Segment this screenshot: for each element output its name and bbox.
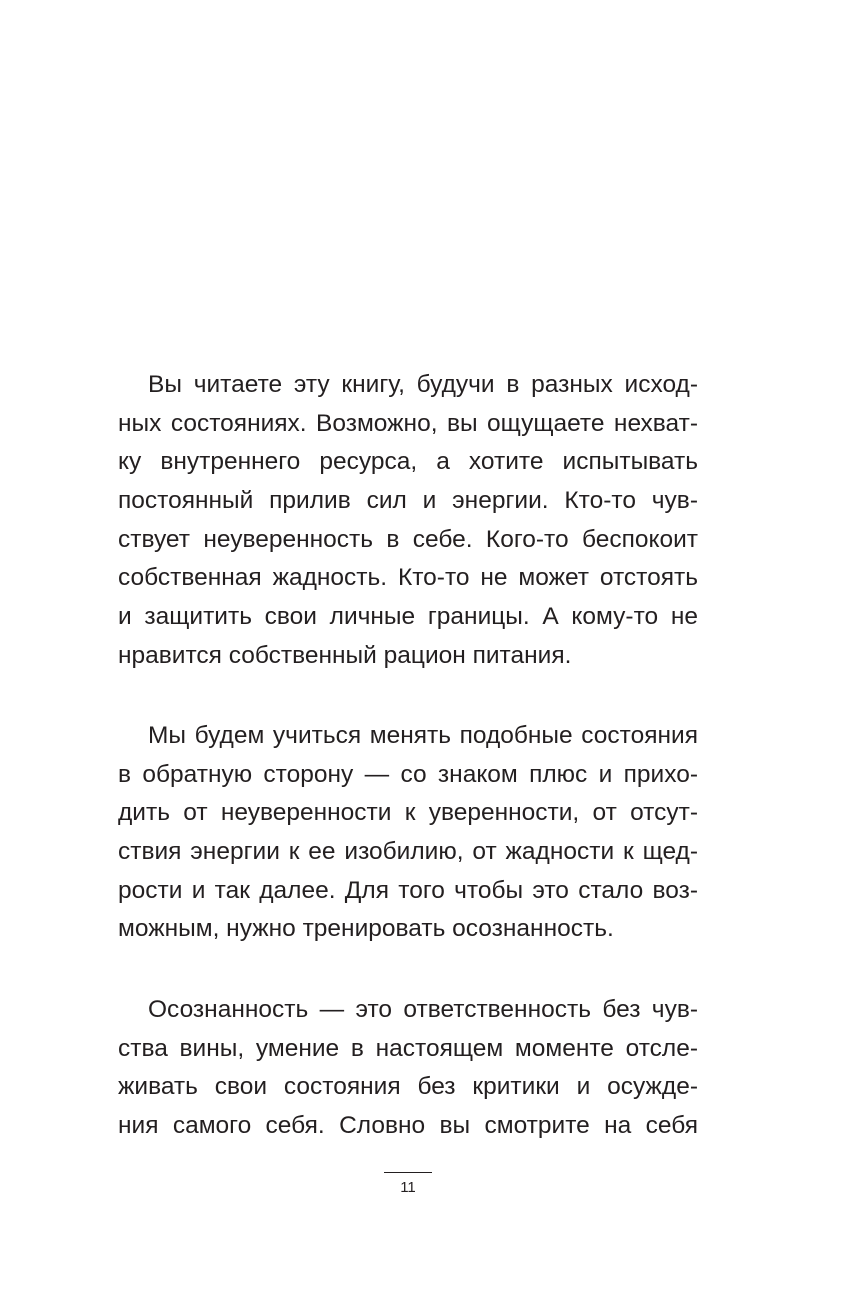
text-line: ствия энергии к ее изобилию, от жадности к щед- bbox=[118, 838, 698, 866]
text-line: нравится собственный рацион питания. bbox=[118, 641, 572, 669]
text-line: дить от неуверенности к уверенности, от отсут- bbox=[118, 799, 698, 827]
text-line: Вы читаете эту книгу, будучи в разных исход- bbox=[148, 371, 698, 398]
page-number-rule bbox=[384, 1172, 432, 1173]
text-line: и защитить свои личные границы. А кому-то не bbox=[118, 603, 698, 631]
text-line: Мы будем учиться менять подобные состояния bbox=[148, 722, 698, 749]
text-line: можным, нужно тренировать осознанность. bbox=[118, 915, 614, 943]
text-line: ных состояниях. Возможно, вы ощущаете нехват- bbox=[118, 409, 698, 437]
text-line: живать свои состояния без критики и осужде- bbox=[118, 1073, 698, 1101]
text-line: Осознанность — это ответственность без чув- bbox=[148, 996, 698, 1023]
text-line: рости и так далее. Для того чтобы это стало воз- bbox=[118, 876, 698, 904]
page-number: 11 bbox=[400, 1179, 416, 1196]
text-line: ствует неуверенность в себе. Кого-то беспокоит bbox=[118, 525, 698, 553]
text-line: постоянный прилив сил и энергии. Кто-то чув- bbox=[118, 487, 698, 515]
paragraph-2 bbox=[118, 717, 698, 949]
paragraph-3 bbox=[118, 991, 698, 1146]
paragraph-1 bbox=[118, 366, 698, 676]
text-line: собственная жадность. Кто-то не может отстоять bbox=[118, 564, 698, 592]
text-line: в обратную сторону — со знаком плюс и прихо- bbox=[118, 760, 698, 788]
text-line: ния самого себя. Словно вы смотрите на себя bbox=[118, 1112, 698, 1140]
text-line: ку внутреннего ресурса, а хотите испытывать bbox=[118, 448, 698, 476]
text-line: ства вины, умение в настоящем моменте отсле- bbox=[118, 1034, 698, 1062]
